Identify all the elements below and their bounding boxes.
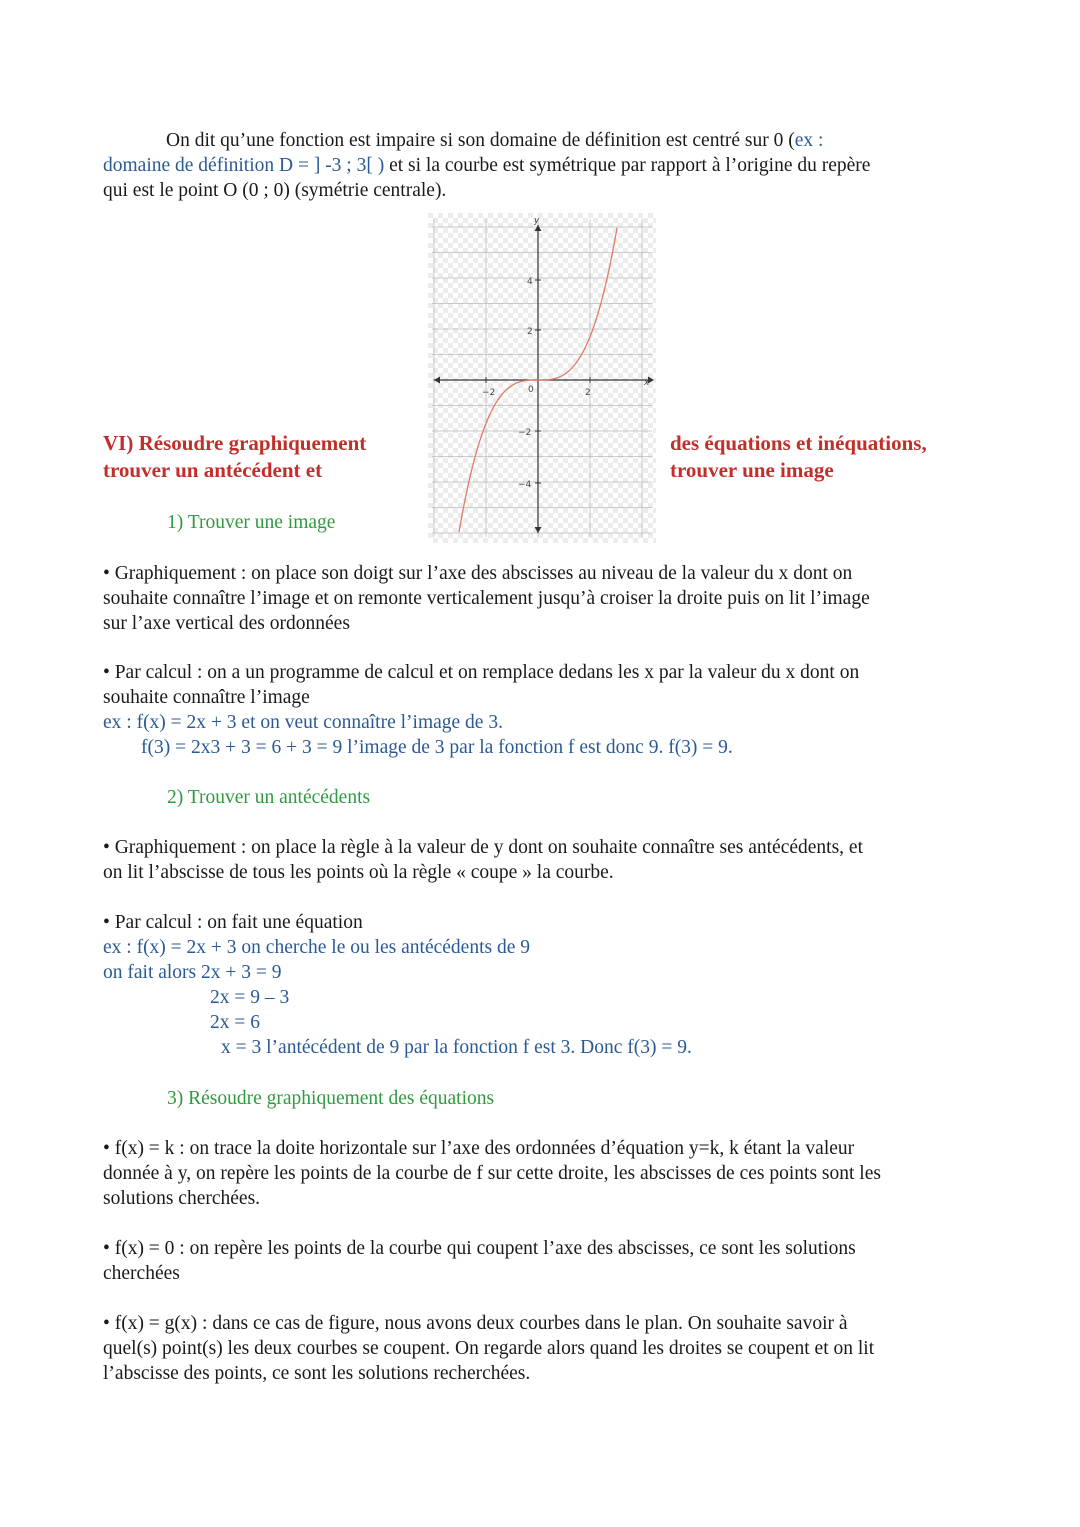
text-line: l’abscisse des points, ce sont les solutions recherchées. bbox=[103, 1363, 531, 1384]
section-title-left-line-2: trouver un antécédent et bbox=[103, 458, 323, 482]
subheading-solve-equations: 3) Résoudre graphiquement des équations bbox=[167, 1088, 495, 1109]
example-line: on fait alors 2x + 3 = 9 bbox=[103, 962, 282, 983]
x-tick-label-0: 0 bbox=[528, 385, 534, 395]
equation-fx-gx-paragraph bbox=[103, 1311, 983, 1386]
example-line: x = 3 l’antécédent de 9 par la fonction f est 3. Donc f(3) = 9. bbox=[221, 1037, 692, 1058]
example-line: ex : f(x) = 2x + 3 on cherche le ou les antécédents de 9 bbox=[103, 937, 531, 958]
text-line: sur l’axe vertical des ordonnées bbox=[103, 613, 350, 634]
y-axis-label: y bbox=[534, 216, 540, 226]
find-antecedent-calc-paragraph bbox=[103, 910, 983, 1060]
x-tick-label-neg2: −2 bbox=[482, 388, 496, 398]
section-title-left-line-1: VI) Résoudre graphiquement bbox=[103, 431, 367, 455]
subheading-find-antecedent: 2) Trouver un antécédents bbox=[167, 787, 371, 808]
section-title-right-line-2: trouver une image bbox=[670, 458, 834, 482]
text-line: • f(x) = 0 : on repère les points de la courbe qui coupent l’axe des abscisses, ce sont les solutions bbox=[103, 1238, 856, 1259]
text-line: on lit l’abscisse de tous les points où la règle « coupe » la courbe. bbox=[103, 862, 614, 883]
section-title-left bbox=[103, 430, 423, 484]
equation-fx-0-paragraph bbox=[103, 1236, 983, 1286]
example-line: ex : f(x) = 2x + 3 et on veut connaître l’image de 3. bbox=[103, 712, 503, 733]
domain-example: domaine de définition D = ] -3 ; 3[ ) bbox=[103, 155, 385, 176]
function-graph bbox=[428, 213, 656, 543]
example-line: f(3) = 2x3 + 3 = 6 + 3 = 9 l’image de 3 par la fonction f est donc 9. f(3) = 9. bbox=[141, 737, 733, 758]
y-tick-label-4: 4 bbox=[527, 277, 533, 287]
intro-line-1: On dit qu’une fonction est impaire si son domaine de définition est centré sur 0 ( bbox=[166, 130, 795, 151]
example-line: 2x = 6 bbox=[210, 1012, 260, 1033]
intro-paragraph bbox=[103, 128, 983, 203]
find-image-calc-paragraph bbox=[103, 660, 983, 760]
intro-ex-label: ex : bbox=[794, 130, 824, 151]
subheading-find-image: 1) Trouver une image bbox=[167, 512, 336, 533]
text-line: solutions cherchées. bbox=[103, 1188, 261, 1209]
text-line: • Par calcul : on a un programme de calcul et on remplace dedans les x par la valeur du x dont on bbox=[103, 662, 860, 683]
text-line: • Graphiquement : on place la règle à la valeur de y dont on souhaite connaître ses antécédents, et bbox=[103, 837, 863, 858]
example-line: 2x = 9 – 3 bbox=[210, 987, 290, 1008]
section-title-right-line-1: des équations et inéquations, bbox=[670, 431, 927, 455]
text-line: cherchées bbox=[103, 1263, 180, 1284]
intro-line-3: qui est le point O (0 ; 0) (symétrie centrale). bbox=[103, 180, 447, 201]
text-line: donnée à y, on repère les points de la courbe de f sur cette droite, les abscisses de ces points sont les bbox=[103, 1163, 881, 1184]
equation-fx-k-paragraph bbox=[103, 1136, 983, 1211]
x-tick-label-2: 2 bbox=[585, 388, 591, 398]
section-title-right bbox=[670, 430, 990, 484]
y-tick-label-neg4: −4 bbox=[518, 480, 532, 490]
graph-background bbox=[428, 213, 656, 543]
text-line: • f(x) = k : on trace la doite horizontale sur l’axe des ordonnées d’équation y=k, k étant la valeur bbox=[103, 1138, 855, 1159]
find-image-graph-paragraph bbox=[103, 561, 983, 636]
text-line: quel(s) point(s) les deux courbes se coupent. On regarde alors quand les droites se coupent et on lit bbox=[103, 1338, 875, 1359]
text-line: • Graphiquement : on place son doigt sur l’axe des abscisses au niveau de la valeur du x dont on bbox=[103, 563, 853, 584]
y-tick-label-neg2: −2 bbox=[518, 428, 532, 438]
find-antecedent-graph-paragraph bbox=[103, 835, 983, 885]
x-axis-label: x bbox=[644, 378, 650, 388]
text-line: • f(x) = g(x) : dans ce cas de figure, nous avons deux courbes dans le plan. On souhaite savoir à bbox=[103, 1313, 848, 1334]
intro-line-2: et si la courbe est symétrique par rapport à l’origine du repère bbox=[384, 155, 871, 176]
text-line: souhaite connaître l’image et on remonte verticalement jusqu’à croiser la droite puis on lit l’image bbox=[103, 588, 870, 609]
text-line: souhaite connaître l’image bbox=[103, 687, 310, 708]
text-line: • Par calcul : on fait une équation bbox=[103, 912, 363, 933]
y-tick-label-2: 2 bbox=[527, 327, 533, 337]
